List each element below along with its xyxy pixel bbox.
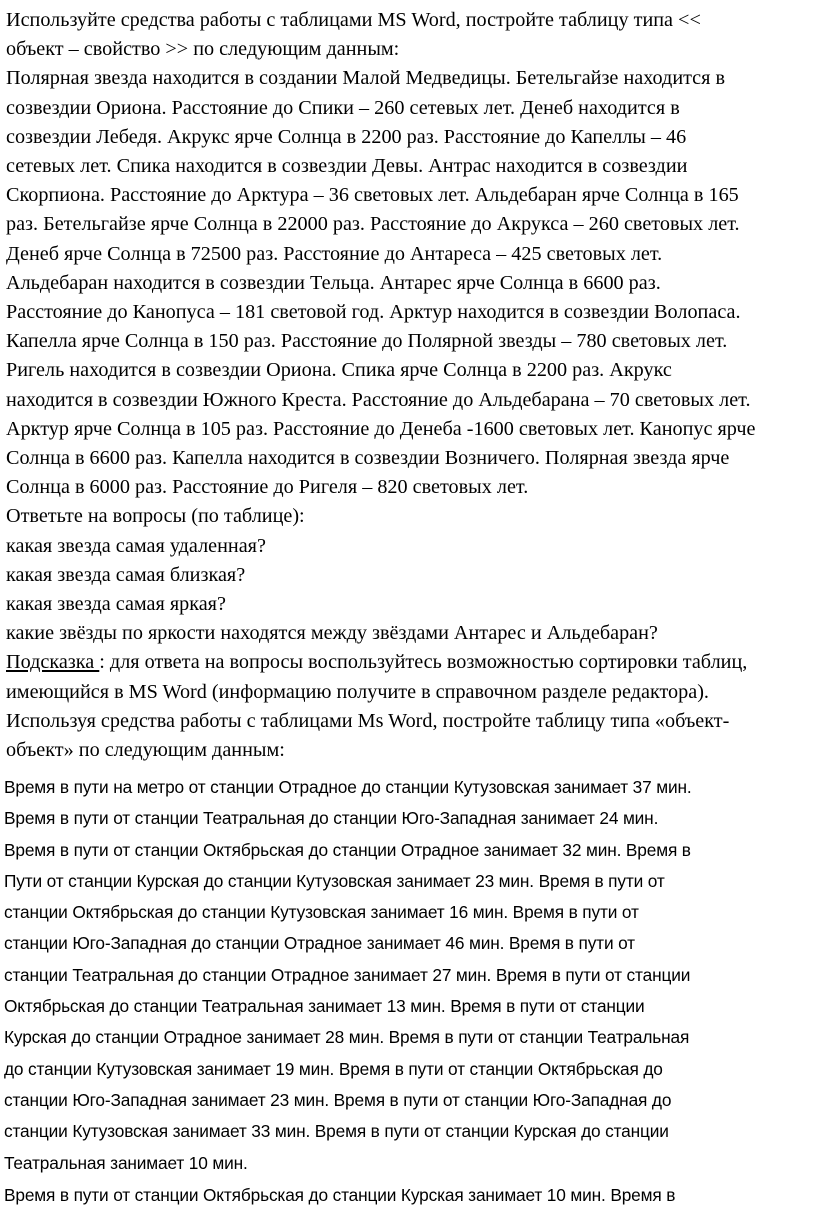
task1-data-line: Капелла ярче Солнца в 150 раз. Расстояние до Полярной звезды – 780 световых лет. xyxy=(6,330,728,353)
hint-line xyxy=(6,648,814,677)
task2-data-line: Время в пути от станции Театральная до станции Юго-Западная занимает 24 мин. xyxy=(4,808,659,829)
task2-intro-line: объект» по следующим данным: xyxy=(6,739,285,762)
task1-data-line: Альдебаран находится в созвездии Тельца. Антарес ярче Солнца в 6600 раз. xyxy=(6,271,661,294)
task1-data-line: Расстояние до Канопуса – 181 световой год. Арктур находится в созвездии Волопаса. xyxy=(6,301,741,324)
task2-data-line: станции Октябрьская до станции Кутузовская занимает 16 мин. Время в пути от xyxy=(4,902,639,923)
task1-data-line: Солнца в 6600 раз. Капелла находится в созвездии Возничего. Полярная звезда ярче xyxy=(6,447,730,470)
task2-intro-line: Используя средства работы с таблицами Ms Word, постройте таблицу типа «объект- xyxy=(6,709,730,732)
task1-data-line: раз. Бетельгайзе ярче Солнца в 22000 раз. Расстояние до Акрукса – 260 световых лет. xyxy=(6,213,740,236)
task1-data-line: Денеб ярче Солнца в 72500 раз. Расстояние до Антареса – 425 световых лет. xyxy=(6,242,663,265)
task1-section xyxy=(6,6,814,765)
task1-data-line: Полярная звезда находится в создании Малой Медведицы. Бетельгайзе находится в xyxy=(6,67,726,90)
hint-line-2: имеющийся в MS Word (информацию получите в справочном разделе редактора). xyxy=(6,680,709,703)
task2-data-line: станции Кутузовская занимает 33 мин. Время в пути от станции Курская до станции xyxy=(4,1121,669,1142)
task1-data-line: Ригель находится в созвездии Ориона. Спика ярче Солнца в 2200 раз. Акрукс xyxy=(6,359,672,382)
task2-data-line: станции Театральная до станции Отрадное занимает 27 мин. Время в пути от станции xyxy=(4,964,691,985)
task1-data-line: созвездии Лебедя. Акрукс ярче Солнца в 2200 раз. Расстояние до Капеллы – 46 xyxy=(6,125,687,148)
task1-intro-line: Используйте средства работы с таблицами MS Word, постройте таблицу типа << xyxy=(6,9,701,31)
task1-data-line: созвездии Ориона. Расстояние до Спики – 260 сетевых лет. Денеб находится в xyxy=(6,96,680,119)
task1-data-line: Солнца в 6000 раз. Расстояние до Ригеля – 820 световых лет. xyxy=(6,476,529,499)
task2-data-line: Пути от станции Курская до станции Кутузовская занимает 23 мин. Время в пути от xyxy=(4,870,665,891)
task2-data-line: станции Юго-Западная занимает 23 мин. Время в пути от станции Юго-Западная до xyxy=(4,1089,672,1110)
task2-data-line: станции Юго-Западная до станции Отрадное занимает 46 мин. Время в пути от xyxy=(4,933,635,954)
question-item: какие звёзды по яркости находятся между звёздами Антарес и Альдебаран? xyxy=(6,622,658,645)
task2-data-section xyxy=(4,772,814,1211)
task2-data-line: Октябрьская до станции Театральная занимает 13 мин. Время в пути от станции xyxy=(4,996,645,1017)
question-item: какая звезда самая удаленная? xyxy=(6,534,266,557)
task2-last-line: Время в пути от станции Октябрьская до станции Курская занимает 10 мин. Время в xyxy=(4,1184,676,1205)
task2-data-line: Время в пути от станции Октябрьская до станции Отрадное занимает 32 мин. Время в xyxy=(4,839,691,860)
questions-heading: Ответьте на вопросы (по таблице): xyxy=(6,505,305,528)
question-item: какая звезда самая яркая? xyxy=(6,593,226,616)
question-item: какая звезда самая близкая? xyxy=(6,563,246,586)
task1-intro-line: объект – свойство >> по следующим данным: xyxy=(6,38,400,61)
task1-data-line: Скорпиона. Расстояние до Арктура – 36 световых лет. Альдебаран ярче Солнца в 165 xyxy=(6,184,739,207)
task1-data-line: сетевых лет. Спика находится в созвездии Девы. Антрас находится в созвездии xyxy=(6,155,688,178)
hint-label: Подсказка xyxy=(6,651,100,674)
task2-data-line: Время в пути на метро от станции Отрадное до станции Кутузовская занимает 37 мин. xyxy=(4,777,692,797)
hint-text: : для ответа на вопросы воспользуйтесь возможностью сортировки таблиц, xyxy=(99,651,748,674)
task2-data-line: Курская до станции Отрадное занимает 28 мин. Время в пути от станции Театральная xyxy=(4,1027,690,1048)
task1-data-line: Арктур ярче Солнца в 105 раз. Расстояние до Денеба -1600 световых лет. Канопус ярче xyxy=(6,417,756,440)
task2-data-line: до станции Кутузовская занимает 19 мин. Время в пути от станции Октябрьская до xyxy=(4,1058,663,1079)
task2-data-line: Театральная занимает 10 мин. xyxy=(4,1152,248,1173)
task1-data-line: находится в созвездии Южного Креста. Расстояние до Альдебарана – 70 световых лет. xyxy=(6,388,751,411)
